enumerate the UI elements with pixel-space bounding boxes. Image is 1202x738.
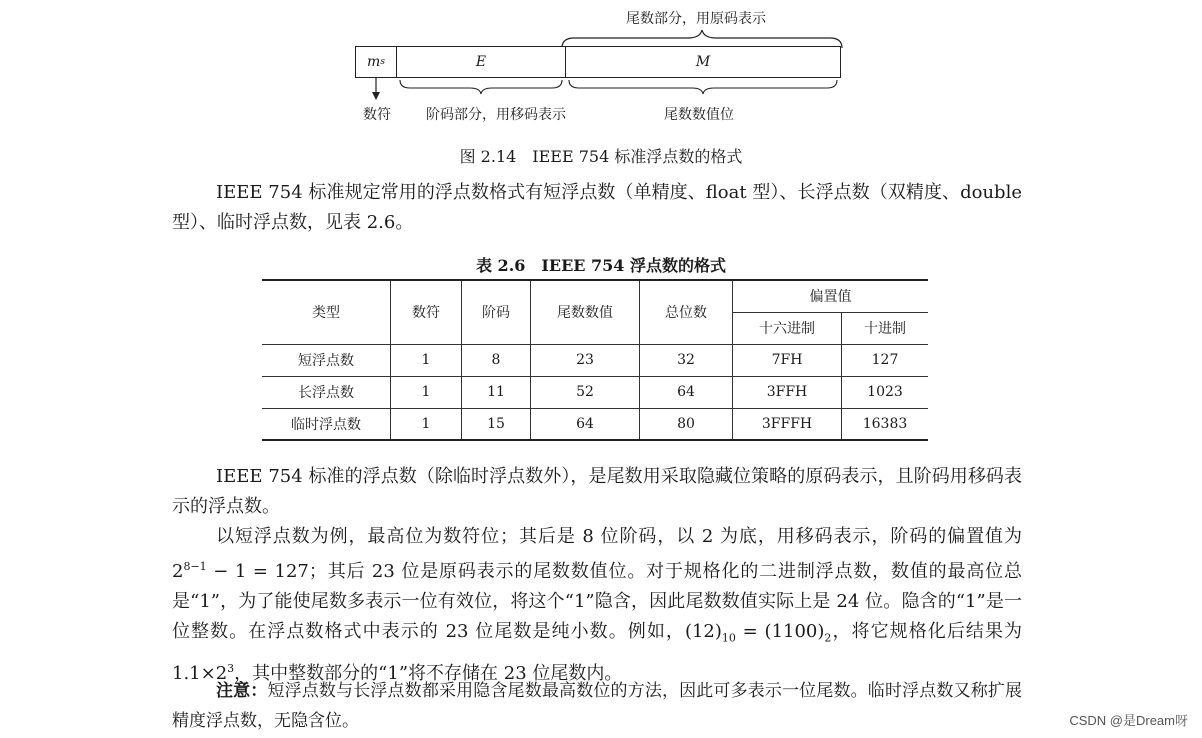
cell-mant: 23	[531, 344, 640, 376]
cell-dec: 16383	[842, 408, 929, 440]
header-sign: 数符	[391, 280, 462, 344]
format-table	[262, 279, 928, 441]
table-row	[262, 376, 928, 408]
p3-part-d: ，将它规格化后结果为 1.1×2	[172, 621, 1022, 684]
cell-total: 64	[640, 376, 733, 408]
table-header-row	[262, 280, 928, 312]
header-type: 类型	[262, 280, 391, 344]
figure-top-label: 尾数部分，用原码表示	[626, 11, 766, 27]
note-label: 注意：	[216, 681, 268, 701]
exponent-part-label: 阶码部分，用移码表示	[426, 107, 566, 123]
p3-part-c: = (1100)	[735, 621, 825, 642]
cell-sign: 1	[391, 376, 462, 408]
cell-total: 80	[640, 408, 733, 440]
exponent-box	[396, 46, 566, 78]
mantissa-box	[565, 46, 841, 78]
p3-exponent-sup: 8−1	[183, 560, 207, 573]
cell-exp: 11	[462, 376, 531, 408]
p3-sub-10: 10	[721, 631, 736, 645]
p3-part-a: 以短浮点数为例，最高位为数符位；其后是 8 位阶码，以 2 为底，用移码表示，阶码的偏置值为 2	[172, 526, 1022, 582]
cell-type: 长浮点数	[262, 376, 391, 408]
header-hex: 十六进制	[733, 312, 842, 344]
cell-mant: 64	[531, 408, 640, 440]
header-exp: 阶码	[462, 280, 531, 344]
exponent-label: E	[475, 54, 487, 70]
p3-part-b: − 1 = 127；其后 23 位是原码表示的尾数数值位。对于规格化的二进制浮点数，数值的最高位总是“1”，为了能使尾数多表示一位有效位，将这个“1”隐含，因此尾数数值实际上是 24 位。隐含的“1”是一位整数。在浮点数格式中表示的 23 位尾数是纯小数。例如，(12)	[172, 561, 1022, 642]
mantissa-label: M	[695, 54, 711, 70]
cell-hex: 7FH	[733, 344, 842, 376]
cell-total: 32	[640, 344, 733, 376]
p3-part-e: ，其中整数部分的“1”将不存储在 23 位尾数内。	[234, 662, 623, 684]
sign-box-sub: s	[380, 57, 385, 67]
paragraph-intro: IEEE 754 标准规定常用的浮点数格式有短浮点数（单精度、float 型）、长浮点数（双精度、double 型）、临时浮点数，见表 2.6。	[172, 182, 1022, 233]
table-row	[262, 344, 928, 376]
sign-label: 数符	[363, 107, 391, 123]
note-paragraph	[172, 676, 1022, 736]
cell-exp: 8	[462, 344, 531, 376]
mantissa-value-label: 尾数数值位	[664, 107, 734, 123]
cell-sign: 1	[391, 408, 462, 440]
cell-exp: 15	[462, 408, 531, 440]
table-row	[262, 408, 928, 440]
format-figure	[0, 0, 1202, 166]
cell-hex: 3FFH	[733, 376, 842, 408]
header-dec: 十进制	[842, 312, 929, 344]
cell-dec: 1023	[842, 376, 929, 408]
cell-dec: 127	[842, 344, 929, 376]
paragraph-ieee-definition: IEEE 754 标准的浮点数（除临时浮点数外），是尾数用采取隐藏位策略的原码表示，且阶码用移码表示的浮点数。	[172, 466, 1022, 517]
sign-arrow	[370, 78, 382, 102]
note-text: 短浮点数与长浮点数都采用隐含尾数最高数位的方法，因此可多表示一位尾数。临时浮点数又称扩展精度浮点数，无隐含位。	[172, 681, 1023, 731]
cell-type: 短浮点数	[262, 344, 391, 376]
header-bias: 偏置值	[733, 280, 929, 312]
p3-sub-2: 2	[824, 631, 832, 645]
cell-type: 临时浮点数	[262, 408, 391, 440]
sign-box	[355, 46, 397, 78]
cell-hex: 3FFFH	[733, 408, 842, 440]
mantissa-value-brace	[567, 80, 839, 96]
cell-mant: 52	[531, 376, 640, 408]
header-mant: 尾数数值	[531, 280, 640, 344]
sign-box-m: m	[367, 54, 381, 70]
header-total: 总位数	[640, 280, 733, 344]
cell-sign: 1	[391, 344, 462, 376]
csdn-watermark: CSDN @是Dream呀	[1069, 713, 1188, 728]
paragraph-short-float-example	[172, 522, 1022, 689]
exponent-brace	[398, 80, 564, 96]
p3-sup-3: 3	[227, 661, 235, 675]
figure-caption: 图 2.14 IEEE 754 标准浮点数的格式	[459, 147, 743, 166]
table-caption: 表 2.6 IEEE 754 浮点数的格式	[475, 256, 727, 275]
